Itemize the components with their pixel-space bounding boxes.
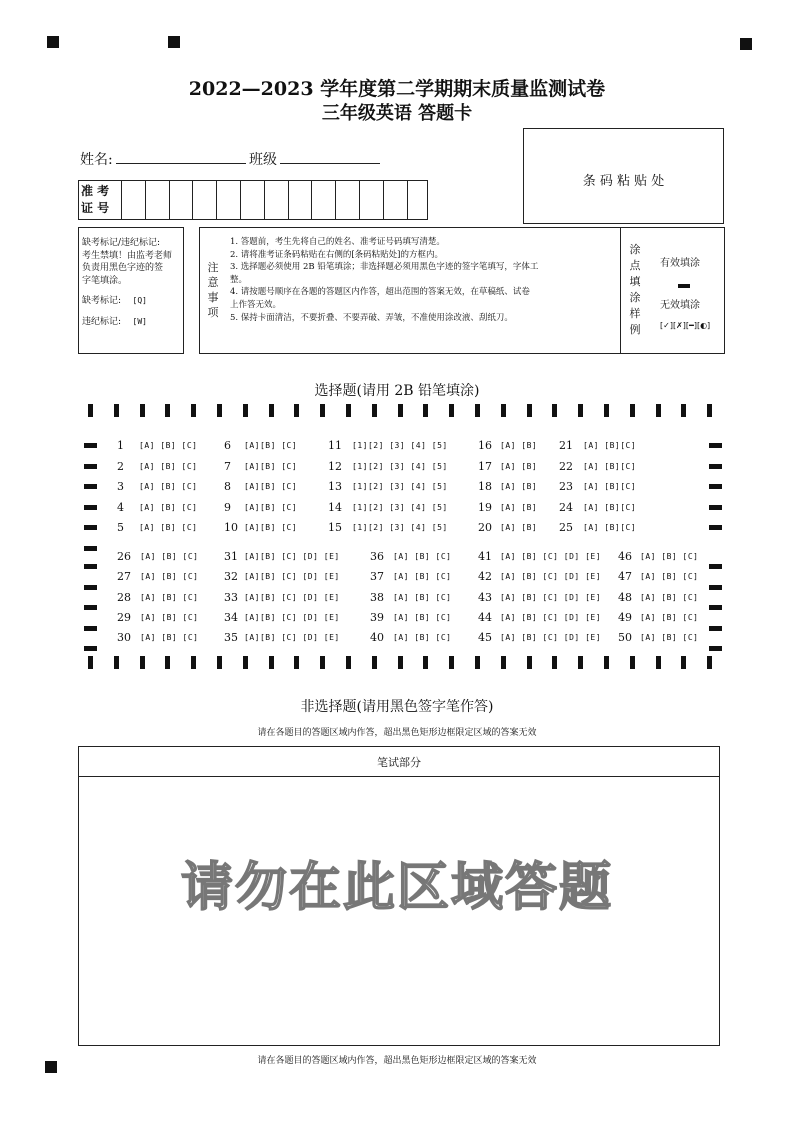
answer-bubbles[interactable]: [A] [B] [C] [139,461,198,471]
question-number: 3 [117,480,124,493]
timing-mark [475,656,480,669]
answer-bubbles[interactable]: [A] [B] [C] [D] [E] [500,633,602,643]
timing-mark [449,656,454,669]
answer-bubbles[interactable]: [A] [B][C] [583,523,637,532]
answer-bubbles[interactable]: [A] [B][C] [583,461,637,471]
question-number: 50 [618,631,632,645]
question-number: 15 [328,521,342,534]
violation-bubble[interactable]: [W] [132,316,147,326]
exam-id-cell[interactable] [359,180,360,220]
answer-bubbles[interactable]: [A][B] [C] [244,441,298,450]
side-timing-mark [709,525,722,530]
timing-mark [217,656,222,669]
written-section-divider [79,776,719,777]
question-number: 6 [224,439,231,452]
question-number: 34 [224,610,238,624]
question-number: 25 [559,521,573,534]
side-timing-mark [84,564,97,569]
notes-heading: 注 意 事 项 [207,261,219,319]
timing-mark [191,404,196,417]
invalid-fill-marks: [✓][✗][━][◐] [660,321,711,330]
barcode-label: 条 码 粘 贴 处 [582,174,665,189]
question-number: 40 [370,631,384,645]
answer-bubbles[interactable]: [1][2] [3] [4] [5] [352,502,448,512]
timing-mark [88,656,93,669]
question-number: 26 [117,550,131,563]
question-number: 17 [478,459,492,473]
answer-bubbles[interactable]: [A] [B] [C] [D] [E] [500,612,602,622]
timing-mark [630,656,635,669]
side-timing-mark [709,505,722,510]
question-number: 2 [117,459,124,473]
answer-bubbles[interactable]: [A] [B] [C] [139,482,198,491]
answer-bubbles[interactable]: [A] [B] [500,461,538,471]
question-number: 8 [224,480,231,493]
question-number: 9 [224,500,231,514]
question-number: 29 [117,610,131,624]
class-field[interactable] [280,163,380,164]
question-number: 36 [370,550,384,563]
timing-mark [88,404,93,417]
absent-label: 缺考标记: [82,296,122,306]
question-number: 13 [328,480,342,493]
answer-bubbles[interactable]: [A] [B] [C] [D] [E] [500,592,602,602]
question-number: 7 [224,459,231,473]
timing-mark [165,656,170,669]
exam-id-label: 准 考 证 号 [81,184,110,215]
side-timing-mark [709,585,722,590]
timing-mark [527,656,532,669]
barcode-area [523,128,724,224]
question-number: 11 [328,439,342,452]
exam-id-cell[interactable] [407,180,408,220]
side-timing-mark [709,464,722,469]
timing-mark [165,404,170,417]
answer-bubbles[interactable]: [A] [B][C] [583,441,637,450]
page-subtitle: 三年级英语 答题卡 [321,103,473,124]
question-number: 42 [478,570,492,584]
name-field[interactable] [116,163,246,164]
notes-box [199,227,725,354]
question-number: 38 [370,590,384,604]
exam-id-cell[interactable] [264,180,265,220]
timing-mark [191,656,196,669]
question-number: 31 [224,550,238,563]
valid-fill-label: 有效填涂 [660,258,700,269]
question-number: 5 [117,521,124,534]
timing-mark [269,404,274,417]
nonchoice-note-bottom: 请在各题目的答题区域内作答，超出黑色矩形边框限定区域的答案无效 [257,1056,537,1066]
timing-mark [398,656,403,669]
answer-bubbles[interactable]: [1][2] [3] [4] [5] [352,461,448,471]
answer-bubbles[interactable]: [A] [B] [C] [139,523,198,532]
timing-mark [501,404,506,417]
answer-bubbles[interactable]: [A] [B] [C] [640,592,699,602]
timing-mark [423,656,428,669]
answer-bubbles[interactable]: [A] [B] [C] [393,592,452,602]
answer-bubbles[interactable]: [A][B] [C] [244,523,298,532]
nonchoice-heading: 非选择题(请用黑色签字笔作答) [300,699,494,715]
answer-bubbles[interactable]: [A] [B] [C] [D] [E] [500,552,602,561]
answer-bubbles[interactable]: [A] [B] [C] [393,612,452,622]
side-timing-mark [84,585,97,590]
question-number: 49 [618,610,632,624]
question-number: 46 [618,550,632,563]
question-number: 43 [478,590,492,604]
timing-mark [552,656,557,669]
exam-id-cell[interactable] [169,180,170,220]
timing-mark [707,404,712,417]
question-number: 21 [559,439,573,452]
exam-id-cell[interactable] [383,180,384,220]
timing-mark [681,656,686,669]
timing-mark [294,404,299,417]
timing-mark [604,656,609,669]
side-timing-mark [709,443,722,448]
exam-id-cell[interactable] [311,180,312,220]
answer-bubbles[interactable]: [1][2] [3] [4] [5] [352,441,448,450]
timing-mark [604,404,609,417]
timing-mark [475,404,480,417]
side-timing-mark [84,525,97,530]
answer-bubbles[interactable]: [A] [B] [C] [140,633,199,643]
answer-bubbles[interactable]: [A] [B] [C] [393,552,452,561]
question-number: 44 [478,610,492,624]
question-number: 4 [117,500,124,514]
question-number: 18 [478,480,492,493]
timing-mark [372,656,377,669]
question-number: 14 [328,500,342,514]
timing-mark [217,404,222,417]
exam-id-cell[interactable] [240,180,241,220]
side-timing-mark [709,564,722,569]
side-timing-mark [84,443,97,448]
question-number: 12 [328,459,342,473]
answer-bubbles[interactable]: [A] [B] [500,523,538,532]
notes-divider [620,228,621,353]
answer-bubbles[interactable]: [A] [B] [C] [140,572,199,582]
timing-mark [707,656,712,669]
answer-bubbles[interactable]: [A] [B] [C] [640,612,699,622]
timing-mark [243,656,248,669]
answer-bubbles[interactable]: [A][B] [C] [D] [E] [244,633,340,643]
question-number: 27 [117,570,131,584]
answer-bubbles[interactable]: [1][2] [3] [4] [5] [352,482,448,491]
timing-mark [346,404,351,417]
answer-bubbles[interactable]: [A] [B] [500,441,538,450]
timing-mark [320,656,325,669]
question-number: 16 [478,439,492,452]
timing-mark [449,404,454,417]
side-timing-mark [84,464,97,469]
question-number: 47 [618,570,632,584]
answer-bubbles[interactable]: [A] [B] [C] [640,572,699,582]
question-number: 45 [478,631,492,645]
answer-bubbles[interactable]: [A] [B] [C] [140,612,199,622]
side-timing-mark [709,605,722,610]
corner-marker-top-center [168,36,180,48]
class-label: 班级 [249,152,277,168]
question-number: 48 [618,590,632,604]
answer-bubbles[interactable]: [A][B] [C] [D] [E] [244,612,340,622]
answer-bubbles[interactable]: [A][B] [C] [D] [E] [244,552,340,561]
question-number: 37 [370,570,384,584]
side-timing-mark [84,484,97,489]
notes-text: 1. 答题前，考生先将自己的姓名、准考证号码填写清楚。 2. 请将准考证条码粘贴在右侧的[条码粘贴处]的方框内。 3. 选择题必须使用 2B 铅笔填涂；非选择题必须用黑色字迹的签字笔填写，字体工 整。 4. 请按题号顺序在各题的答题区内作答，超出范围的答案无效，在草稿纸、试卷 上作答无效。 5. 保持卡面清洁，不要折叠、不要弄破、弄皱，不准使用涂改液、刮纸刀。 [230,237,539,323]
question-number: 19 [478,500,492,514]
exam-id-cell[interactable] [335,180,336,220]
timing-mark [656,656,661,669]
side-timing-mark [84,505,97,510]
timing-mark [423,404,428,417]
timing-mark [527,404,532,417]
timing-mark [552,404,557,417]
question-number: 23 [559,480,573,493]
timing-mark [630,404,635,417]
question-number: 32 [224,570,238,584]
timing-mark [578,404,583,417]
question-number: 33 [224,590,238,604]
answer-bubbles[interactable]: [A][B] [C] [244,502,298,512]
exam-id-cell[interactable] [192,180,193,220]
timing-mark [501,656,506,669]
timing-mark [681,404,686,417]
timing-mark [243,404,248,417]
nonchoice-note-top: 请在各题目的答题区域内作答，超出黑色矩形边框限定区域的答案无效 [257,728,537,738]
question-number: 1 [117,439,124,452]
timing-mark [269,656,274,669]
answer-bubbles[interactable]: [A] [B] [C] [139,502,198,512]
fill-example-heading: 涂 点 填 涂 样 例 [629,243,641,336]
answer-bubbles[interactable]: [A] [B] [C] [140,552,199,561]
timing-mark [114,656,119,669]
answer-bubbles[interactable]: [A] [B] [C] [139,441,198,450]
answer-bubbles[interactable]: [A] [B] [C] [140,592,199,602]
timing-mark [398,404,403,417]
question-number: 39 [370,610,384,624]
written-section-title: 笔试部分 [377,756,421,769]
exam-id-cell[interactable] [145,180,146,220]
timing-mark [372,404,377,417]
side-timing-mark [84,646,97,651]
valid-fill-sample [678,284,690,288]
answer-bubbles[interactable]: [A] [B] [C] [393,633,452,643]
timing-mark [140,656,145,669]
answer-bubbles[interactable]: [A][B] [C] [D] [E] [244,572,340,582]
answer-bubbles[interactable]: [A] [B] [C] [640,633,699,643]
exam-id-cell[interactable] [121,180,122,220]
question-number: 41 [478,550,492,563]
page-title: 2022—2023 学年度第二学期期末质量监测试卷 [188,78,606,100]
answer-bubbles[interactable]: [A][B] [C] [244,482,298,491]
timing-mark [114,404,119,417]
corner-marker-top-left [47,36,59,48]
answer-bubbles[interactable]: [1][2] [3] [4] [5] [352,523,448,532]
question-number: 35 [224,631,238,645]
exam-id-grid[interactable] [78,180,428,220]
timing-mark [320,404,325,417]
violation-label: 违纪标记: [82,316,122,327]
question-number: 24 [559,500,573,514]
side-timing-mark [84,605,97,610]
absent-violation-box: 缺考标记/违纪标记: 考生禁填！由监考老师 负责用黑色字迹的签 字笔填涂。 缺考标记: [Q] 违纪标记: [W] [78,227,184,354]
answer-bubbles[interactable]: [A] [B] [500,482,538,491]
side-timing-mark [709,626,722,631]
question-number: 10 [224,521,238,534]
timing-mark [346,656,351,669]
answer-bubbles[interactable]: [A] [B] [C] [393,572,452,582]
timing-mark [656,404,661,417]
side-timing-mark [84,546,97,551]
answer-bubbles[interactable]: [A] [B][C] [583,502,637,512]
side-timing-mark [709,484,722,489]
question-number: 30 [117,631,131,645]
answer-bubbles[interactable]: [A][B] [C] [244,461,298,471]
timing-mark [140,404,145,417]
absent-bubble[interactable]: [Q] [132,296,147,305]
choice-heading: 选择题(请用 2B 铅笔填涂) [314,383,480,399]
side-timing-mark [709,646,722,651]
name-label: 姓名: [80,152,113,168]
question-number: 22 [559,459,573,473]
side-timing-mark [84,626,97,631]
exam-id-cell[interactable] [288,180,289,220]
answer-bubbles[interactable]: [A] [B] [500,502,538,512]
answer-bubbles[interactable]: [A] [B] [C] [D] [E] [500,572,602,582]
timing-mark [294,656,299,669]
question-number: 20 [478,521,492,534]
exam-id-cell[interactable] [216,180,217,220]
question-number: 28 [117,590,131,604]
corner-marker-top-right [740,38,752,50]
answer-bubbles[interactable]: [A] [B] [C] [640,552,699,561]
timing-mark [578,656,583,669]
answer-bubbles[interactable]: [A] [B][C] [583,482,637,491]
invalid-fill-label: 无效填涂 [660,300,700,311]
no-answer-watermark: 请勿在此区域答题 [180,858,613,918]
answer-bubbles[interactable]: [A][B] [C] [D] [E] [244,592,340,602]
